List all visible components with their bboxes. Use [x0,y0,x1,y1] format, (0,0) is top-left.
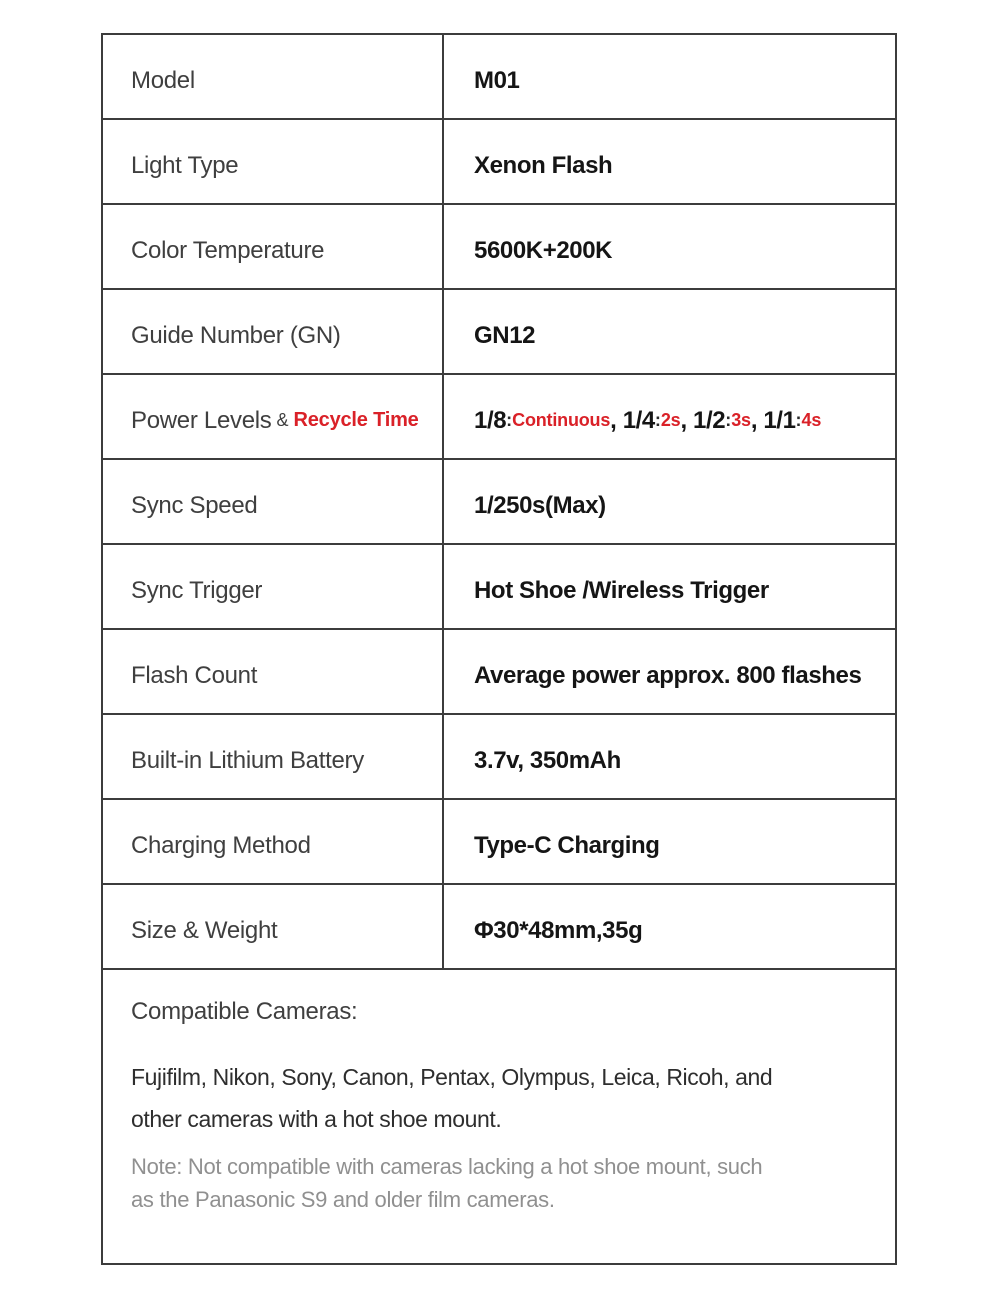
row-label: Model [131,66,195,94]
row-value-cell [444,715,895,798]
spec-row-sync-speed [103,460,895,545]
row-value: Average power approx. 800 flashes [474,661,862,689]
row-value: 3.7v, 350mAh [474,746,621,774]
row-label-cell [103,800,444,883]
row-label-cell [103,715,444,798]
row-label-cell [103,290,444,373]
row-label-cell [103,630,444,713]
row-value-cell [444,205,895,288]
power-segment: : [725,410,732,430]
row-value-cell [444,290,895,373]
body-line: Fujifilm, Nikon, Sony, Canon, Pentax, Olympus, Leica, Ricoh, and [131,1064,773,1090]
compatible-cameras-section [103,970,895,1216]
row-value-cell [444,460,895,543]
power-segment: 2s [660,410,681,430]
row-label-cell [103,205,444,288]
row-value: Xenon Flash [474,151,613,179]
row-value-cell [444,120,895,203]
row-label: Sync Speed [131,491,258,519]
spec-row-battery [103,715,895,800]
spec-row-size-weight [103,885,895,970]
spec-row-flash-count [103,630,895,715]
row-value: M01 [474,66,520,94]
row-value: Φ30*48mm,35g [474,916,643,944]
row-label-cell [103,120,444,203]
row-label: Light Type [131,151,239,179]
row-value: Type-C Charging [474,831,660,859]
power-segment: 4s [801,410,822,430]
power-segment: Continuous [512,410,611,430]
row-value: Hot Shoe /Wireless Trigger [474,576,769,604]
row-label-cell [103,375,444,458]
note-line: as the Panasonic S9 and older film cameras. [131,1187,555,1212]
power-segment: : [506,410,513,430]
row-value-cell [444,545,895,628]
row-label-cell [103,545,444,628]
power-levels-label: Power Levels [131,406,272,434]
compatible-cameras-heading: Compatible Cameras: [131,998,358,1025]
row-label: Charging Method [131,831,311,859]
row-value-cell [444,885,895,968]
power-segment: , 1/1 [750,406,796,434]
row-value-cell [444,800,895,883]
row-value: 5600K+200K [474,236,613,264]
row-label-cell [103,35,444,118]
row-label: Color Temperature [131,236,325,264]
spec-row-light-type [103,120,895,205]
power-segment: : [795,410,802,430]
recycle-time-highlight: Recycle Time [293,409,419,431]
compatible-cameras-body [131,1056,867,1140]
body-line: other cameras with a hot shoe mount. [131,1106,502,1132]
power-segment: , 1/2 [680,406,726,434]
row-label: Flash Count [131,661,258,689]
spec-row-model [103,35,895,120]
row-label-cell [103,460,444,543]
spec-row-sync-trigger [103,545,895,630]
row-label: Built-in Lithium Battery [131,746,364,774]
row-value-cell [444,35,895,118]
note-line: Note: Not compatible with cameras lacking a hot shoe mount, such [131,1154,763,1179]
ampersand-text: & [271,410,294,430]
power-segment: : [654,410,661,430]
spec-row-guide-number [103,290,895,375]
power-segment: 3s [731,410,751,430]
row-label: Size & Weight [131,916,278,944]
row-label-cell [103,885,444,968]
row-value: 1/250s(Max) [474,491,606,519]
row-value-cell [444,375,895,458]
spec-row-color-temperature [103,205,895,290]
spec-row-power-levels [103,375,895,460]
power-segment: 1/8 [474,406,507,434]
row-value-cell [444,630,895,713]
row-label: Sync Trigger [131,576,263,604]
compatibility-note [131,1150,867,1216]
power-segment: , 1/4 [610,406,655,434]
row-label: Guide Number (GN) [131,321,341,349]
spec-table [101,33,897,1265]
row-value: GN12 [474,321,536,349]
spec-row-charging-method [103,800,895,885]
